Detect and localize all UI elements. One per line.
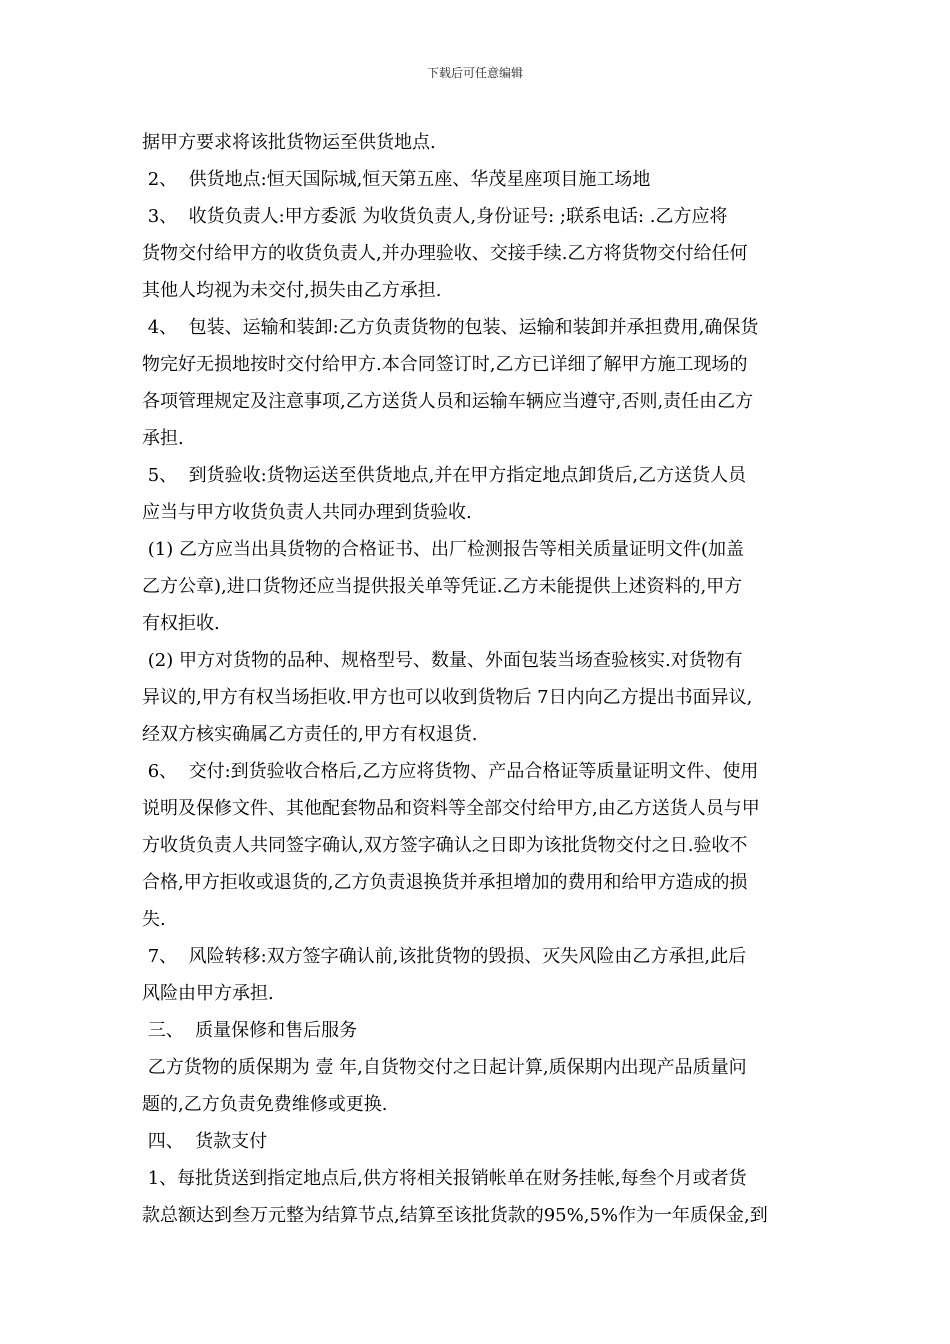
document-body <box>142 124 814 1234</box>
text-line: 经双方核实确属乙方责任的,甲方有权退货. <box>142 724 478 745</box>
text-line: 各项管理规定及注意事项,乙方送货人员和运输车辆应当遵守,否则,责任由乙方 <box>142 391 754 412</box>
text-line: 5、 到货验收:货物运送至供货地点,并在甲方指定地点卸货后,乙方送货人员 <box>142 465 747 486</box>
text-line: 说明及保修文件、其他配套物品和资料等全部交付给甲方,由乙方送货人员与甲 <box>142 798 760 819</box>
text-line: 乙方货物的质保期为 壹 年,自货物交付之日起计算,质保期内出现产品质量问 <box>142 1057 747 1078</box>
text-line: 货物交付给甲方的收货负责人,并办理验收、交接手续.乙方将货物交付给任何 <box>142 243 748 264</box>
text-line: 款总额达到叁万元整为结算节点,结算至该批货款的95%,5%作为一年质保金,到 <box>142 1205 768 1226</box>
text-line: 乙方公章),进口货物还应当提供报关单等凭证.乙方未能提供上述资料的,甲方 <box>142 576 743 597</box>
text-line: 承担. <box>142 428 184 449</box>
text-line: (2) 甲方对货物的品种、规格型号、数量、外面包装当场查验核实.对货物有 <box>142 650 743 671</box>
text-line: 4、 包装、运输和装卸:乙方负责货物的包装、运输和装卸并承担费用,确保货 <box>142 317 759 338</box>
text-line: (1) 乙方应当出具货物的合格证书、出厂检测报告等相关质量证明文件(加盖 <box>142 539 744 560</box>
text-line: 风险由甲方承担. <box>142 983 274 1004</box>
section-heading: 三、 质量保修和售后服务 <box>142 1020 358 1041</box>
text-line: 有权拒收. <box>142 613 220 634</box>
text-line: 6、 交付:到货验收合格后,乙方应将货物、产品合格证等质量证明文件、使用 <box>142 761 759 782</box>
text-line: 3、 收货负责人:甲方委派 为收货负责人,身份证号: ;联系电话: .乙方应将 <box>142 206 728 227</box>
text-line: 失. <box>142 909 166 930</box>
text-line: 据甲方要求将该批货物运至供货地点. <box>142 132 436 153</box>
text-line: 物完好无损地按时交付给甲方.本合同签订时,乙方已详细了解甲方施工现场的 <box>142 354 748 375</box>
text-line: 2、 供货地点:恒天国际城,恒天第五座、华茂星座项目施工场地 <box>142 169 651 190</box>
text-line: 异议的,甲方有权当场拒收.甲方也可以收到货物后 7日内向乙方提出书面异议, <box>142 687 753 708</box>
text-line: 7、 风险转移:双方签字确认前,该批货物的毁损、灭失风险由乙方承担,此后 <box>142 946 747 967</box>
text-line: 应当与甲方收货负责人共同办理到货验收. <box>142 502 472 523</box>
text-line: 题的,乙方负责免费维修或更换. <box>142 1094 388 1115</box>
text-line: 合格,甲方拒收或退货的,乙方负责退换货并承担增加的费用和给甲方造成的损 <box>142 872 748 893</box>
page-header: 下载后可任意编辑 <box>426 66 523 80</box>
text-line: 其他人均视为未交付,损失由乙方承担. <box>142 280 442 301</box>
text-line: 方收货负责人共同签字确认,双方签字确认之日即为该批货物交付之日.验收不 <box>142 835 748 856</box>
text-line: 1、每批货送到指定地点后,供方将相关报销帐单在财务挂帐,每叁个月或者货 <box>142 1168 747 1189</box>
section-heading: 四、 货款支付 <box>142 1131 268 1152</box>
